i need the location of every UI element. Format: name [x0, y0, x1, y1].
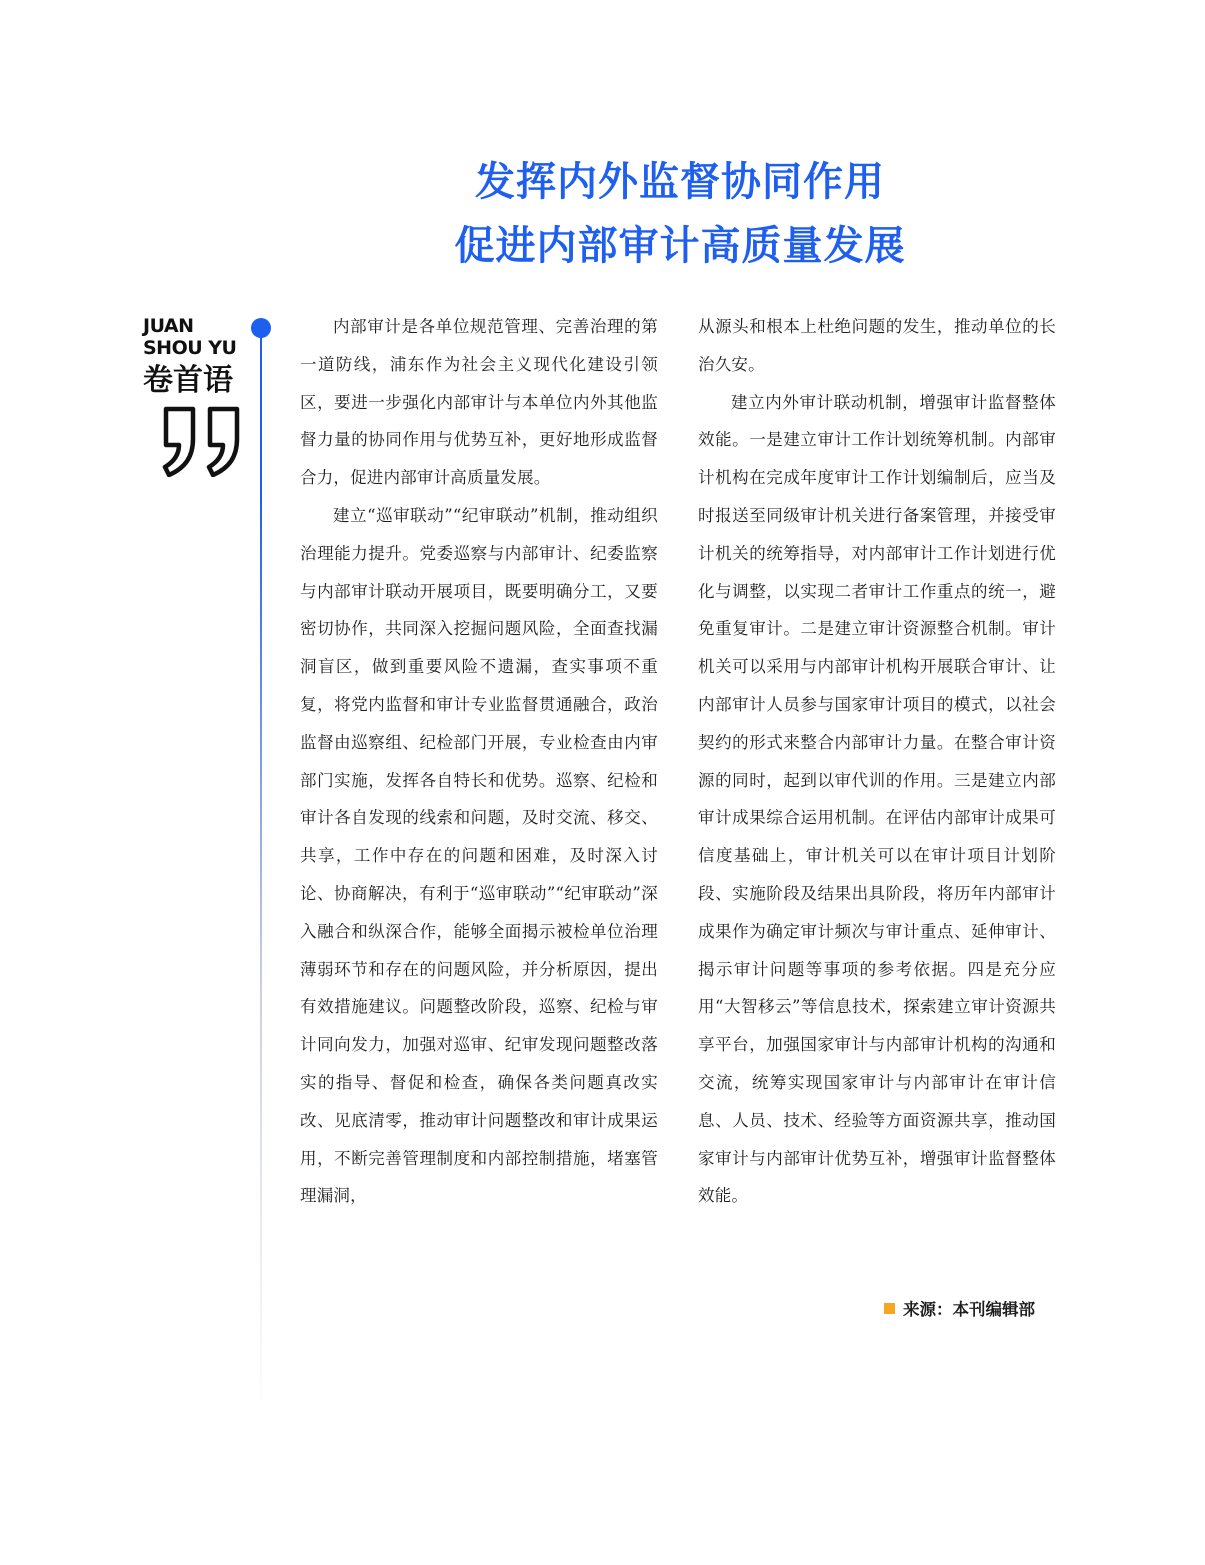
body-paragraph: 从源头和根本上杜绝问题的发生，推动单位的长治久安。	[698, 317, 1056, 374]
article-source	[884, 1296, 1035, 1320]
accent-dot	[251, 318, 271, 338]
accent-vertical-line	[260, 328, 262, 1418]
closing-quote-icon	[160, 405, 246, 477]
column-pinyin-line-1: JUAN	[143, 315, 194, 337]
source-text: 来源：本刊编辑部	[903, 1300, 1035, 1319]
body-paragraph: 内部审计是各单位规范管理、完善治理的第一道防线，浦东作为社会主义现代化建设引领区，要进一步强化内部审计与本单位内外其他监督力量的协同作用与优势互补，更好地形成监督合力，促进内部审计高质量发展。	[300, 317, 658, 488]
body-paragraph: 建立“巡审联动”“纪审联动”机制，推动组织治理能力提升。党委巡察与内部审计、纪委监察与内部审计联动开展项目，既要明确分工，又要密切协作，共同深入挖掘问题风险，全面查找漏洞盲区，做到重要风险不遗漏，查实事项不重复，将党内监督和审计专业监督贯通融合，政治监督由巡察组、纪检部门开展，专业检查由内审部门实施，发挥各自特长和优势。巡察、纪检和审计各自发现的线索和问题，及时交流、移交、共享，工作中存在的问题和困难，及时深入讨论、协商解决，有利于“巡审联动”“纪审联动”深入融合和纵深合作，能够全面揭示被检单位治理薄弱环节和存在的问题风险，并分析原因，提出有效措施建议。问题整改阶段，巡察、纪检与审计同向发力，加强对巡审、纪审发现问题整改落实的指导、督促和检查，确保各类问题真改实改、见底清零，推动审计问题整改和审计成果运用，不断完善管理制度和内部控制措施，堵塞管理漏洞，	[300, 505, 658, 1206]
body-column-right	[698, 308, 1056, 1215]
column-pinyin-line-2: SHOU YU	[143, 337, 237, 359]
column-chinese-name: 卷首语	[143, 363, 233, 398]
title-line-2: 促进内部审计高质量发展	[454, 223, 906, 269]
column-label	[143, 315, 253, 401]
title-line-1: 发挥内外监督协同作用	[475, 159, 885, 205]
body-paragraph: 建立内外审计联动机制，增强审计监督整体效能。一是建立审计工作计划统筹机制。内部审计机构在完成年度审计工作计划编制后，应当及时报送至同级审计机关进行备案管理，并接受审计机关的统筹指导，对内部审计工作计划进行优化与调整，以实现二者审计工作重点的统一，避免重复审计。二是建立审计资源整合机制。审计机关可以采用与内部审计机构开展联合审计、让内部审计人员参与国家审计项目的模式，以社会契约的形式来整合内部审计力量。在整合审计资源的同时，起到以审代训的作用。三是建立内部审计成果综合运用机制。在评估内部审计成果可信度基础上，审计机关可以在审计项目计划阶段、实施阶段及结果出具阶段，将历年内部审计成果作为确定审计频次与审计重点、延伸审计、揭示审计问题等事项的参考依据。四是充分应用“大智移云”等信息技术，探索建立审计资源共享平台，加强国家审计与内部审计机构的沟通和交流，统筹实现国家审计与内部审计在审计信息、人员、技术、经验等方面资源共享，推动国家审计与内部审计优势互补，增强审计监督整体效能。	[698, 392, 1056, 1206]
body-column-left	[300, 308, 658, 1215]
article-title	[300, 150, 1060, 278]
source-marker-icon	[884, 1303, 895, 1314]
